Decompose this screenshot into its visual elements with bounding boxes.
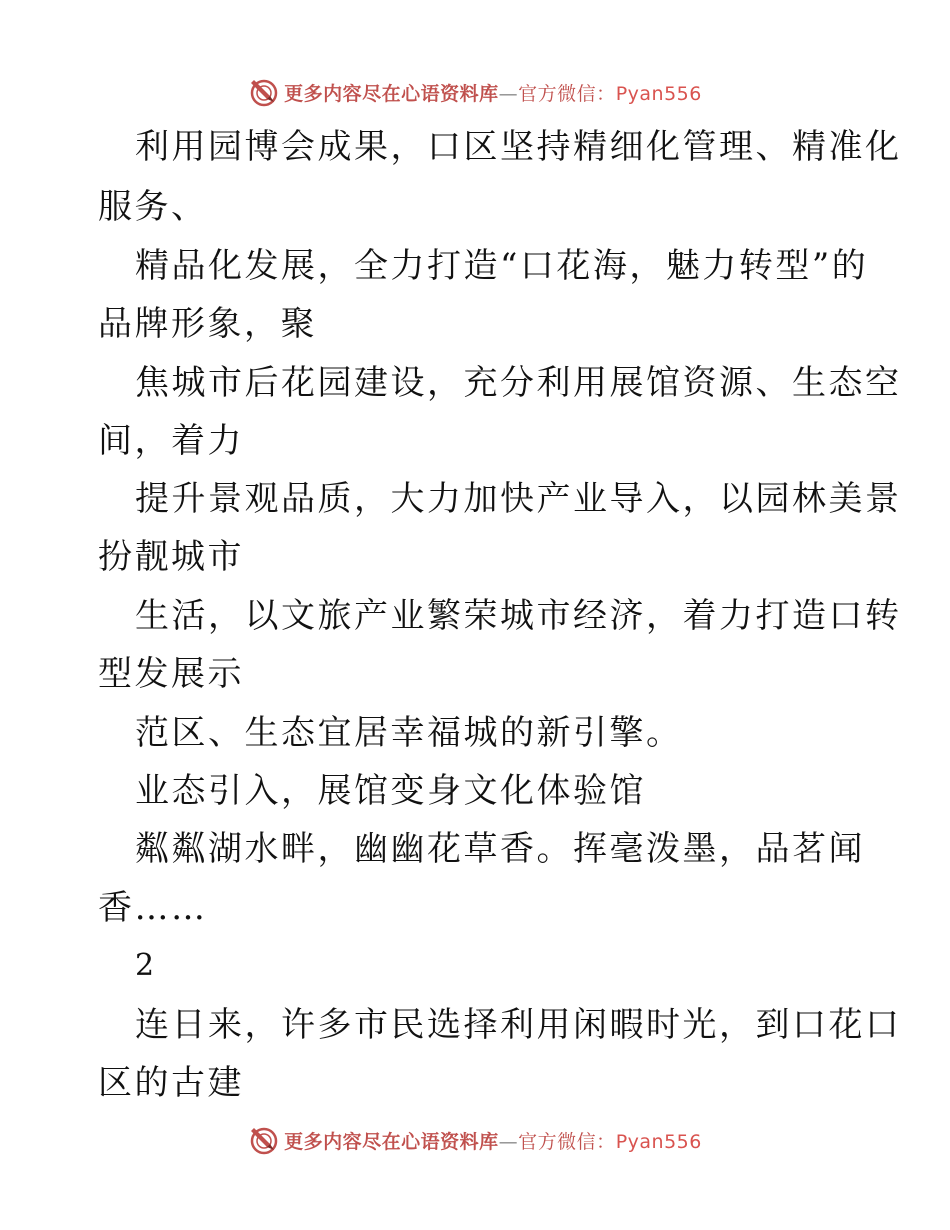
watermark-dash: — bbox=[498, 82, 519, 105]
paragraph-line: 型发展示 bbox=[98, 654, 244, 694]
paragraph-line: 服务、 bbox=[98, 187, 208, 227]
paragraph-line: 扮靓城市 bbox=[98, 537, 244, 577]
paragraph-line: 粼粼湖水畔，幽幽花草香。挥毫泼墨，品茗闻 bbox=[135, 829, 865, 869]
paragraph-line: 提升景观品质，大力加快产业导入，以园林美景 bbox=[135, 479, 902, 519]
watermark-text bbox=[284, 1127, 702, 1154]
paragraph-line: 间，着力 bbox=[98, 421, 244, 461]
paragraph-line: 香…… bbox=[98, 888, 208, 928]
paragraph-line: 利用园博会成果，口区坚持精细化管理、精准化 bbox=[135, 127, 902, 167]
watermark-dash: — bbox=[498, 1130, 519, 1153]
watermark-wechat-id: Pyan556 bbox=[615, 1130, 702, 1153]
watermark-title: 更多内容尽在心语资料库 bbox=[284, 1130, 499, 1153]
watermark-wechat-id: Pyan556 bbox=[615, 82, 702, 105]
watermark-title: 更多内容尽在心语资料库 bbox=[284, 82, 499, 105]
pen-logo-icon bbox=[248, 76, 280, 108]
section-heading: 业态引入，展馆变身文化体验馆 bbox=[135, 771, 646, 811]
paragraph-line: 焦城市后花园建设，充分利用展馆资源、生态空 bbox=[135, 363, 902, 403]
watermark-label: 官方微信： bbox=[518, 82, 616, 105]
watermark-text bbox=[284, 79, 702, 106]
paragraph-line: 精品化发展，全力打造“口花海，魅力转型”的 bbox=[135, 246, 869, 286]
watermark-label: 官方微信： bbox=[518, 1130, 616, 1153]
paragraph-line: 品牌形象，聚 bbox=[98, 304, 317, 344]
paragraph-line: 连日来，许多市民选择利用闲暇时光，到口花口 bbox=[135, 1005, 902, 1045]
footer-watermark bbox=[0, 1120, 950, 1160]
paragraph-line: 范区、生态宜居幸福城的新引擎。 bbox=[135, 713, 683, 753]
pen-logo-icon bbox=[248, 1124, 280, 1156]
header-watermark bbox=[0, 72, 950, 112]
paragraph-line: 生活，以文旅产业繁荣城市经济，着力打造口转 bbox=[135, 596, 902, 636]
figure-number: 2 bbox=[135, 948, 155, 983]
paragraph-line: 区的古建 bbox=[98, 1063, 244, 1103]
